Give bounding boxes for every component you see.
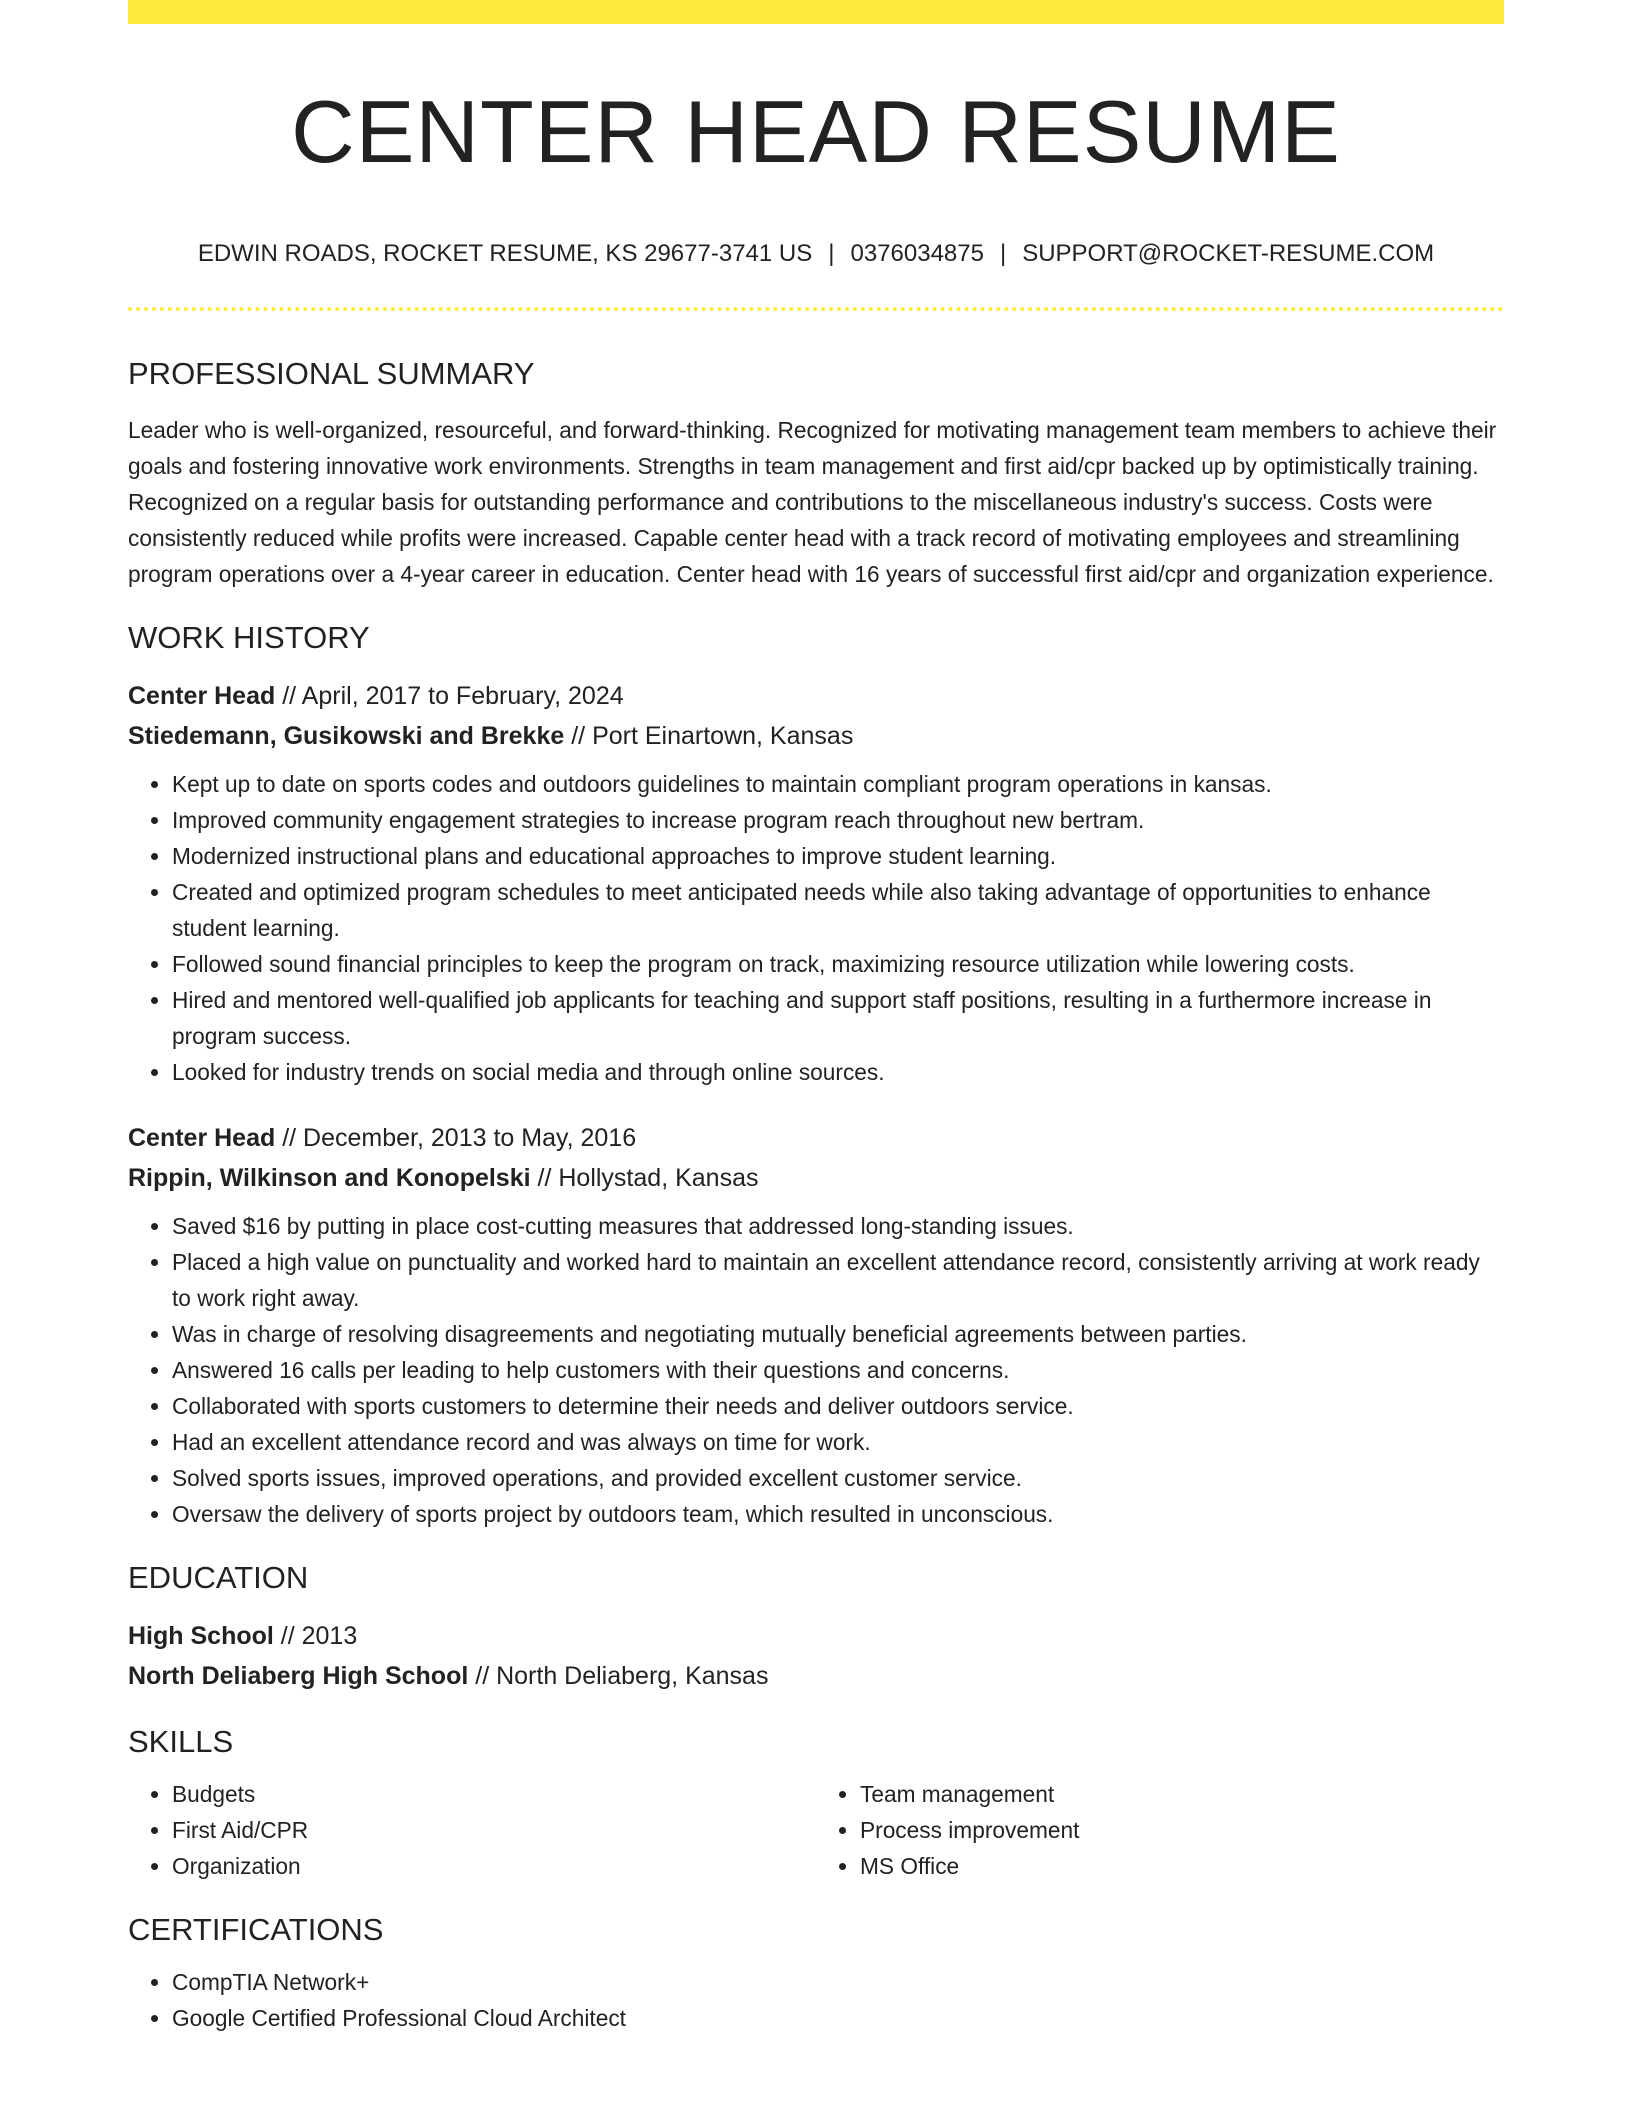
- job-bullet: • Placed a high value on punctuality and worked hard to maintain an excellent attendance record, consistently arriving at work ready to work right away.: [172, 1244, 1504, 1316]
- job-bullet: • Followed sound financial principles to keep the program on track, maximizing resource utilization while lowering costs.: [172, 946, 1504, 982]
- job-bullet: • Looked for industry trends on social media and through online sources.: [172, 1054, 1504, 1090]
- contact-separator: |: [828, 240, 835, 267]
- job-title: Center Head: [128, 682, 276, 710]
- job-dates: // April, 2017 to February, 2024: [282, 682, 624, 710]
- skills-grid: [128, 1776, 1504, 1884]
- education-entry: [128, 1616, 1504, 1696]
- job-bullet: • Was in charge of resolving disagreements and negotiating mutually beneficial agreements between parties.: [172, 1316, 1504, 1352]
- job-title-line: [128, 676, 1504, 716]
- education-location: // North Deliaberg, Kansas: [475, 1662, 769, 1690]
- job-bullet: • Hired and mentored well-qualified job applicants for teaching and support staff positions, resulting in a furthermore increase in program success.: [172, 982, 1504, 1054]
- job-company: Rippin, Wilkinson and Konopelski: [128, 1164, 531, 1192]
- job-location: // Hollystad, Kansas: [537, 1164, 759, 1192]
- skill-item: • Process improvement: [860, 1812, 1504, 1848]
- job-bullet: • Created and optimized program schedules to meet anticipated needs while also taking advantage of opportunities to enhance student learning.: [172, 874, 1504, 946]
- job-bullet: • Kept up to date on sports codes and outdoors guidelines to maintain compliant program operations in kansas.: [172, 766, 1504, 802]
- job-title-line: [128, 1118, 1504, 1158]
- job-bullet: • Collaborated with sports customers to determine their needs and deliver outdoors service.: [172, 1388, 1504, 1424]
- job-bullet: • Improved community engagement strategies to increase program reach throughout new bertram.: [172, 802, 1504, 838]
- education-heading: EDUCATION: [128, 1560, 309, 1595]
- skill-item: • MS Office: [860, 1848, 1504, 1884]
- dotted-divider: [128, 307, 1504, 311]
- skill-item: • Budgets: [172, 1776, 816, 1812]
- job-bullet: • Saved $16 by putting in place cost-cutting measures that addressed long-standing issues.: [172, 1208, 1504, 1244]
- skill-item: • Team management: [860, 1776, 1504, 1812]
- contact-address: EDWIN ROADS, ROCKET RESUME, KS 29677-3741 US: [197, 240, 813, 267]
- contact-line: [128, 236, 1504, 272]
- job-location: // Port Einartown, Kansas: [571, 722, 854, 750]
- certification-item: • Google Certified Professional Cloud Architect: [172, 2000, 1504, 2036]
- job-bullet: • Modernized instructional plans and educational approaches to improve student learning.: [172, 838, 1504, 874]
- certification-item: • CompTIA Network+: [172, 1964, 1504, 2000]
- job-company-line: [128, 716, 1504, 756]
- job-bullets: [128, 1208, 1504, 1532]
- work-history-heading: WORK HISTORY: [128, 620, 370, 655]
- education-year: // 2013: [280, 1622, 358, 1650]
- summary-text: Leader who is well-organized, resourceful, and forward-thinking. Recognized for motivating management team members to achieve their goals and fostering innovative work environments. Strengths in team management and first aid/cpr backed up by optimistically training. Recognized on a regular basis for outstanding performance and contributions to the miscellaneous industry's success. Costs were consistently reduced while profits were increased. Capable center head with a track record of motivating employees and streamlining program operations over a 4-year career in education. Center head with 16 years of successful first aid/cpr and organization experience.: [128, 417, 1497, 587]
- skill-item: • First Aid/CPR: [172, 1812, 816, 1848]
- resume-content: [128, 352, 1504, 2036]
- education-school: North Deliaberg High School: [128, 1662, 469, 1690]
- job-company: Stiedemann, Gusikowski and Brekke: [128, 722, 565, 750]
- education-degree: High School: [128, 1622, 274, 1650]
- certifications-list: [128, 1964, 1504, 2036]
- job-entry: [128, 1118, 1504, 1532]
- skill-item: • Organization: [172, 1848, 816, 1884]
- job-bullet: • Had an excellent attendance record and was always on time for work.: [172, 1424, 1504, 1460]
- job-title: Center Head: [128, 1124, 276, 1152]
- page-title: CENTER HEAD RESUME: [291, 82, 1341, 181]
- education-school-line: [128, 1656, 1504, 1696]
- contact-separator: |: [999, 240, 1007, 267]
- job-bullet: • Solved sports issues, improved operations, and provided excellent customer service.: [172, 1460, 1504, 1496]
- skills-heading: SKILLS: [128, 1724, 234, 1759]
- contact-email: SUPPORT@ROCKET-RESUME.COM: [1022, 240, 1435, 267]
- summary-heading: PROFESSIONAL SUMMARY: [128, 356, 535, 391]
- contact-phone: 0376034875: [850, 240, 984, 267]
- skills-column-left: [128, 1776, 816, 1884]
- job-bullets: [128, 766, 1504, 1090]
- job-dates: // December, 2013 to May, 2016: [282, 1124, 637, 1152]
- job-entry: [128, 676, 1504, 1090]
- job-bullet: • Oversaw the delivery of sports project by outdoors team, which resulted in unconscious.: [172, 1496, 1504, 1532]
- accent-top-bar: [128, 0, 1504, 24]
- education-degree-line: [128, 1616, 1504, 1656]
- certifications-heading: CERTIFICATIONS: [128, 1912, 384, 1947]
- job-bullet: • Answered 16 calls per leading to help customers with their questions and concerns.: [172, 1352, 1504, 1388]
- job-company-line: [128, 1158, 1504, 1198]
- skills-column-right: [816, 1776, 1504, 1884]
